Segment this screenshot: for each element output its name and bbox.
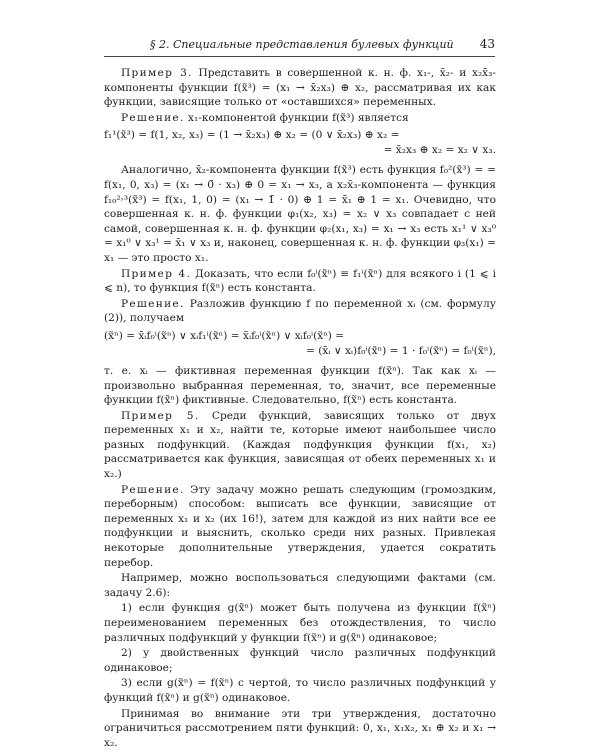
- solution-label: Решение.: [121, 483, 185, 496]
- fact-1: [104, 601, 496, 645]
- example-3-analysis: [104, 163, 496, 265]
- paragraph-text: Доказать, что если f₀ⁱ(x̃ⁿ) ≡ f₁ⁱ(x̃ⁿ) для всякого i (1 ⩽ i ⩽ n), то функция f(x̃ⁿ) есть константа.: [104, 267, 496, 295]
- fact-2: [104, 646, 496, 675]
- fact-3: [104, 676, 496, 705]
- paragraph-text: 3) если g(x̃ⁿ) = f(x̃ⁿ) с чертой, то число различных подфункций у функций f(x̃ⁿ) и g(x̃ⁿ) одинаковое.: [104, 677, 496, 704]
- formula-expansion: [104, 329, 496, 359]
- paragraph-text: 2) у двойственных функций число различных подфункций одинаковое;: [104, 647, 496, 674]
- running-header: [104, 36, 495, 57]
- page-number: 43: [479, 37, 495, 51]
- example-4-conclusion: [104, 364, 496, 408]
- example-label: Пример 5.: [121, 409, 200, 422]
- paragraph-text: Принимая во внимание эти три утверждения, достаточно ограничиться рассмотрением пяти функций: 0, x₁, x₁x₂, x₁ ⊕ x₂ и x₁ → x₂.: [104, 707, 496, 749]
- example-3-solution-intro: [104, 111, 496, 126]
- example-5-solution: [104, 483, 496, 571]
- paragraph-text: 1) если функция g(x̃ⁿ) может быть получена из функции f(x̃ⁿ) переименованием переменных без отождествления, то число различных подфункций у функции f(x̃ⁿ) и g(x̃ⁿ) одинаковое;: [104, 602, 496, 644]
- example-label: Пример 3.: [121, 67, 193, 79]
- paragraph-text: x₁-компонентой функции f(x̃³) является: [184, 111, 409, 124]
- closing-paragraph: [104, 707, 496, 751]
- formula-line: = x̄₂x₃ ⊕ x₂ = x₂ ∨ x₃.: [383, 144, 496, 157]
- paragraph-text: Разложив функцию f по переменной xᵢ (см. формулу (2)), получаем: [104, 297, 496, 325]
- paragraph-text: Представить в совершенной к. н. ф. x₁-, x̄₂- и x₂x̄₃-компоненты функции f(x̃³) = (x₁ → x̄₂x₃) ⊕ x₂, рассматривая их как функции, зависящие только от «оставшихся» переменных.: [104, 67, 496, 109]
- paragraph-text: Эту задачу можно решать следующим (громоздким, переборным) способом: выписать все функции, зависящие от переменных x₁ и x₂ (их 16!), затем для каждой из них найти все ее подфункции и выяснить, сколько среди них разных. Привлекая некоторые дополнительные утверждения, удается сократить перебор.: [104, 483, 496, 569]
- facts-intro: [104, 571, 496, 600]
- example-label: Пример 4.: [121, 267, 192, 280]
- solution-label: Решение.: [121, 297, 185, 310]
- example-4-statement: [104, 267, 496, 296]
- formula-line: f₁¹(x̃³) = f(1, x₂, x₃) = (1 → x̄₂x₃) ⊕ x₂ = (0 ∨ x̄₂x₃) ⊕ x₂ =: [104, 129, 400, 142]
- paragraph-text: Среди функций, зависящих только от двух переменных x₁ и x₂, найти те, которые имеют наибольшее число разных подфункций. (Каждая подфункция функции f(x₁, x₂) рассматривается как функция, зависящая от обеих переменных x₁ и x₂.): [104, 409, 497, 481]
- formula-component-x1: [104, 128, 496, 158]
- paragraph-text: Например, можно воспользоваться следующими фактами (см. задачу 2.6):: [104, 572, 496, 599]
- example-5-statement: [104, 409, 496, 482]
- solution-label: Решение.: [121, 111, 185, 124]
- example-3-statement: [104, 66, 496, 110]
- paragraph-text: т. е. xᵢ — фиктивная переменная функции f(x̃ⁿ). Так как xᵢ — произвольно выбранная переменная, то, значит, все переменные функции f(x̃ⁿ) фиктивные. Следовательно, f(x̃ⁿ) есть константа.: [104, 364, 496, 407]
- example-4-solution-intro: [104, 297, 496, 326]
- section-title: § 2. Специальные представления булевых функций: [150, 38, 454, 51]
- paragraph-text: Аналогично, x̄₂-компонента функции f(x̃³) есть функция f₀²(x̃³) = = f(x₁, 0, x₃) = (x₁ → 0̄ · x₃) ⊕ 0 = x₁ → x₃, а x₂x̄₃-компонента — функция f₁₀²˒³(x̃³) = f(x₁, 1, 0) = (x₁ → 1̄ · 0) ⊕ 1 = x̄₁ ⊕ 1 = x₁. Очевидно, что совершенная к. н. ф. функции φ₁(x₂, x₃) = x₂ ∨ x₃ совпадает с ней самой, совершенная к. н. ф. функции φ₂(x₁, x₃) = x₁ → x₃ есть x₁¹ ∨ x₃⁰ = x₁⁰ ∨ x₃¹ = x̄₁ ∨ x₃ и, наконец, совершенная к. н. ф. функции φ₃(x₁) = x₁ — это просто x₁.: [104, 164, 496, 264]
- formula-line: = (x̄ᵢ ∨ xᵢ)f₀ⁱ(x̃ⁿ) = 1 · f₀ⁱ(x̃ⁿ) = f₀ⁱ(x̃ⁿ),: [305, 344, 496, 357]
- page-body: [104, 66, 496, 751]
- formula-line: (x̃ⁿ) = x̄ᵢf₀ⁱ(x̃ⁿ) ∨ xᵢf₁ⁱ(x̃ⁿ) = x̄ᵢf₀ⁱ(x̃ⁿ) ∨ xᵢf₀ⁱ(x̃ⁿ) =: [104, 329, 345, 342]
